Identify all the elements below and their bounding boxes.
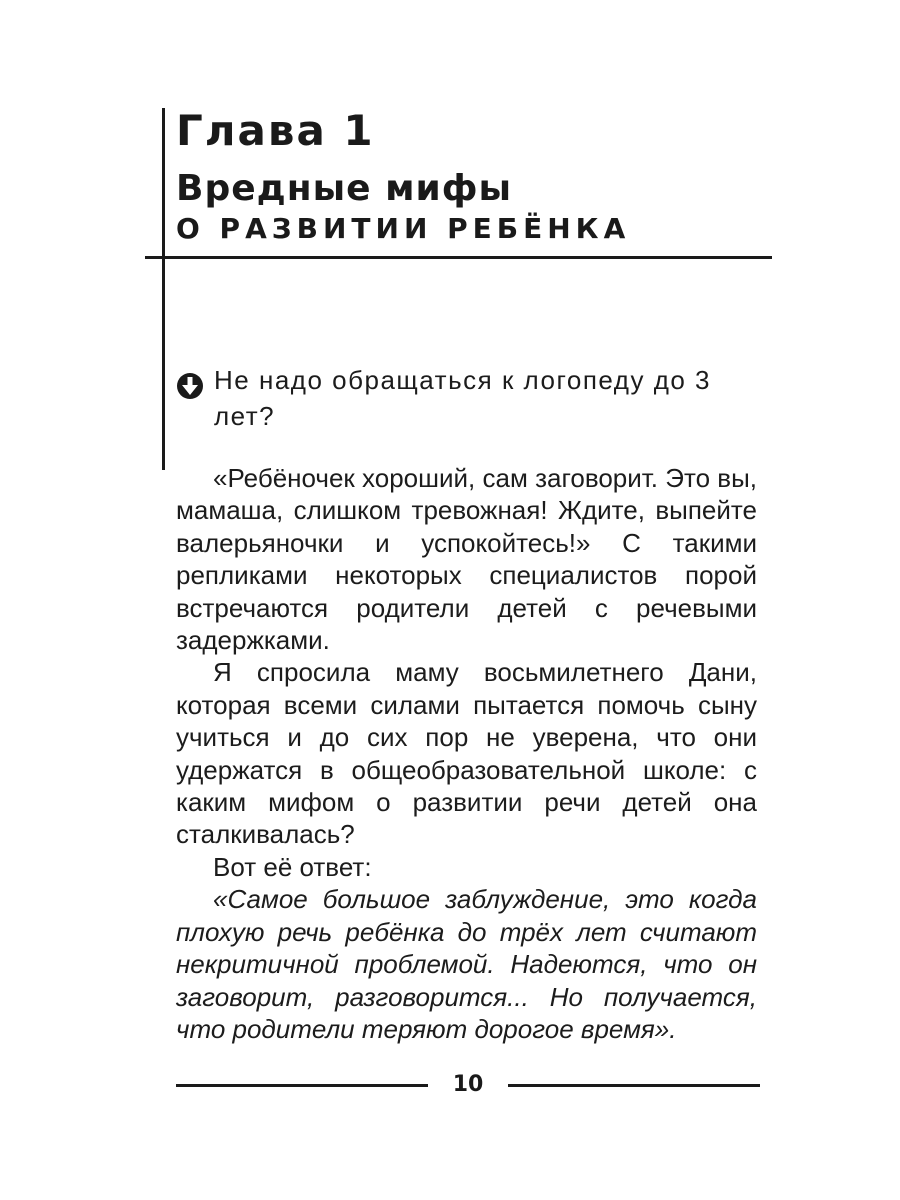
footer-rule-right <box>508 1084 760 1087</box>
chapter-title-line2: О РАЗВИТИИ РЕБЁНКА <box>176 212 631 245</box>
paragraph: Вот её ответ: <box>213 851 372 882</box>
question-block <box>176 362 756 434</box>
down-arrow-circle-icon <box>176 372 204 400</box>
paragraph: «Ребёночек хороший, сам заговорит. Это вы, мамаша, слишком тревожная! Ждите, выпейте валерьяночки и успокойтесь!» С такими репликами некоторых специалистов порой встречаются родители детей с речевыми задержками. <box>176 463 757 656</box>
chapter-title-line1: Вредные мифы <box>176 168 512 209</box>
chapter-label: Глава 1 <box>176 106 375 155</box>
paragraph: Я спросила маму восьмилетнего Дани, которая всеми силами пытается помочь сыну учиться и до сих пор не уверена, что они удержатся в общеобразовательной школе: с каким мифом о развитии речи детей она сталкивалась? <box>176 657 757 850</box>
body-text <box>176 462 757 1045</box>
footer-rule-left <box>176 1084 428 1087</box>
quote-paragraph: «Самое большое заблуждение, это когда плохую речь ребёнка до трёх лет считают некритичной проблемой. Надеются, что он заговорит, разговорится... Но получается, что родители теряют дорогое время». <box>176 884 757 1044</box>
question-text: Не надо обращаться к логопеду до 3 лет? <box>214 365 712 431</box>
chapter-horizontal-rule <box>145 256 772 259</box>
chapter-vertical-rule <box>162 108 165 470</box>
page-number: 10 <box>452 1072 484 1097</box>
